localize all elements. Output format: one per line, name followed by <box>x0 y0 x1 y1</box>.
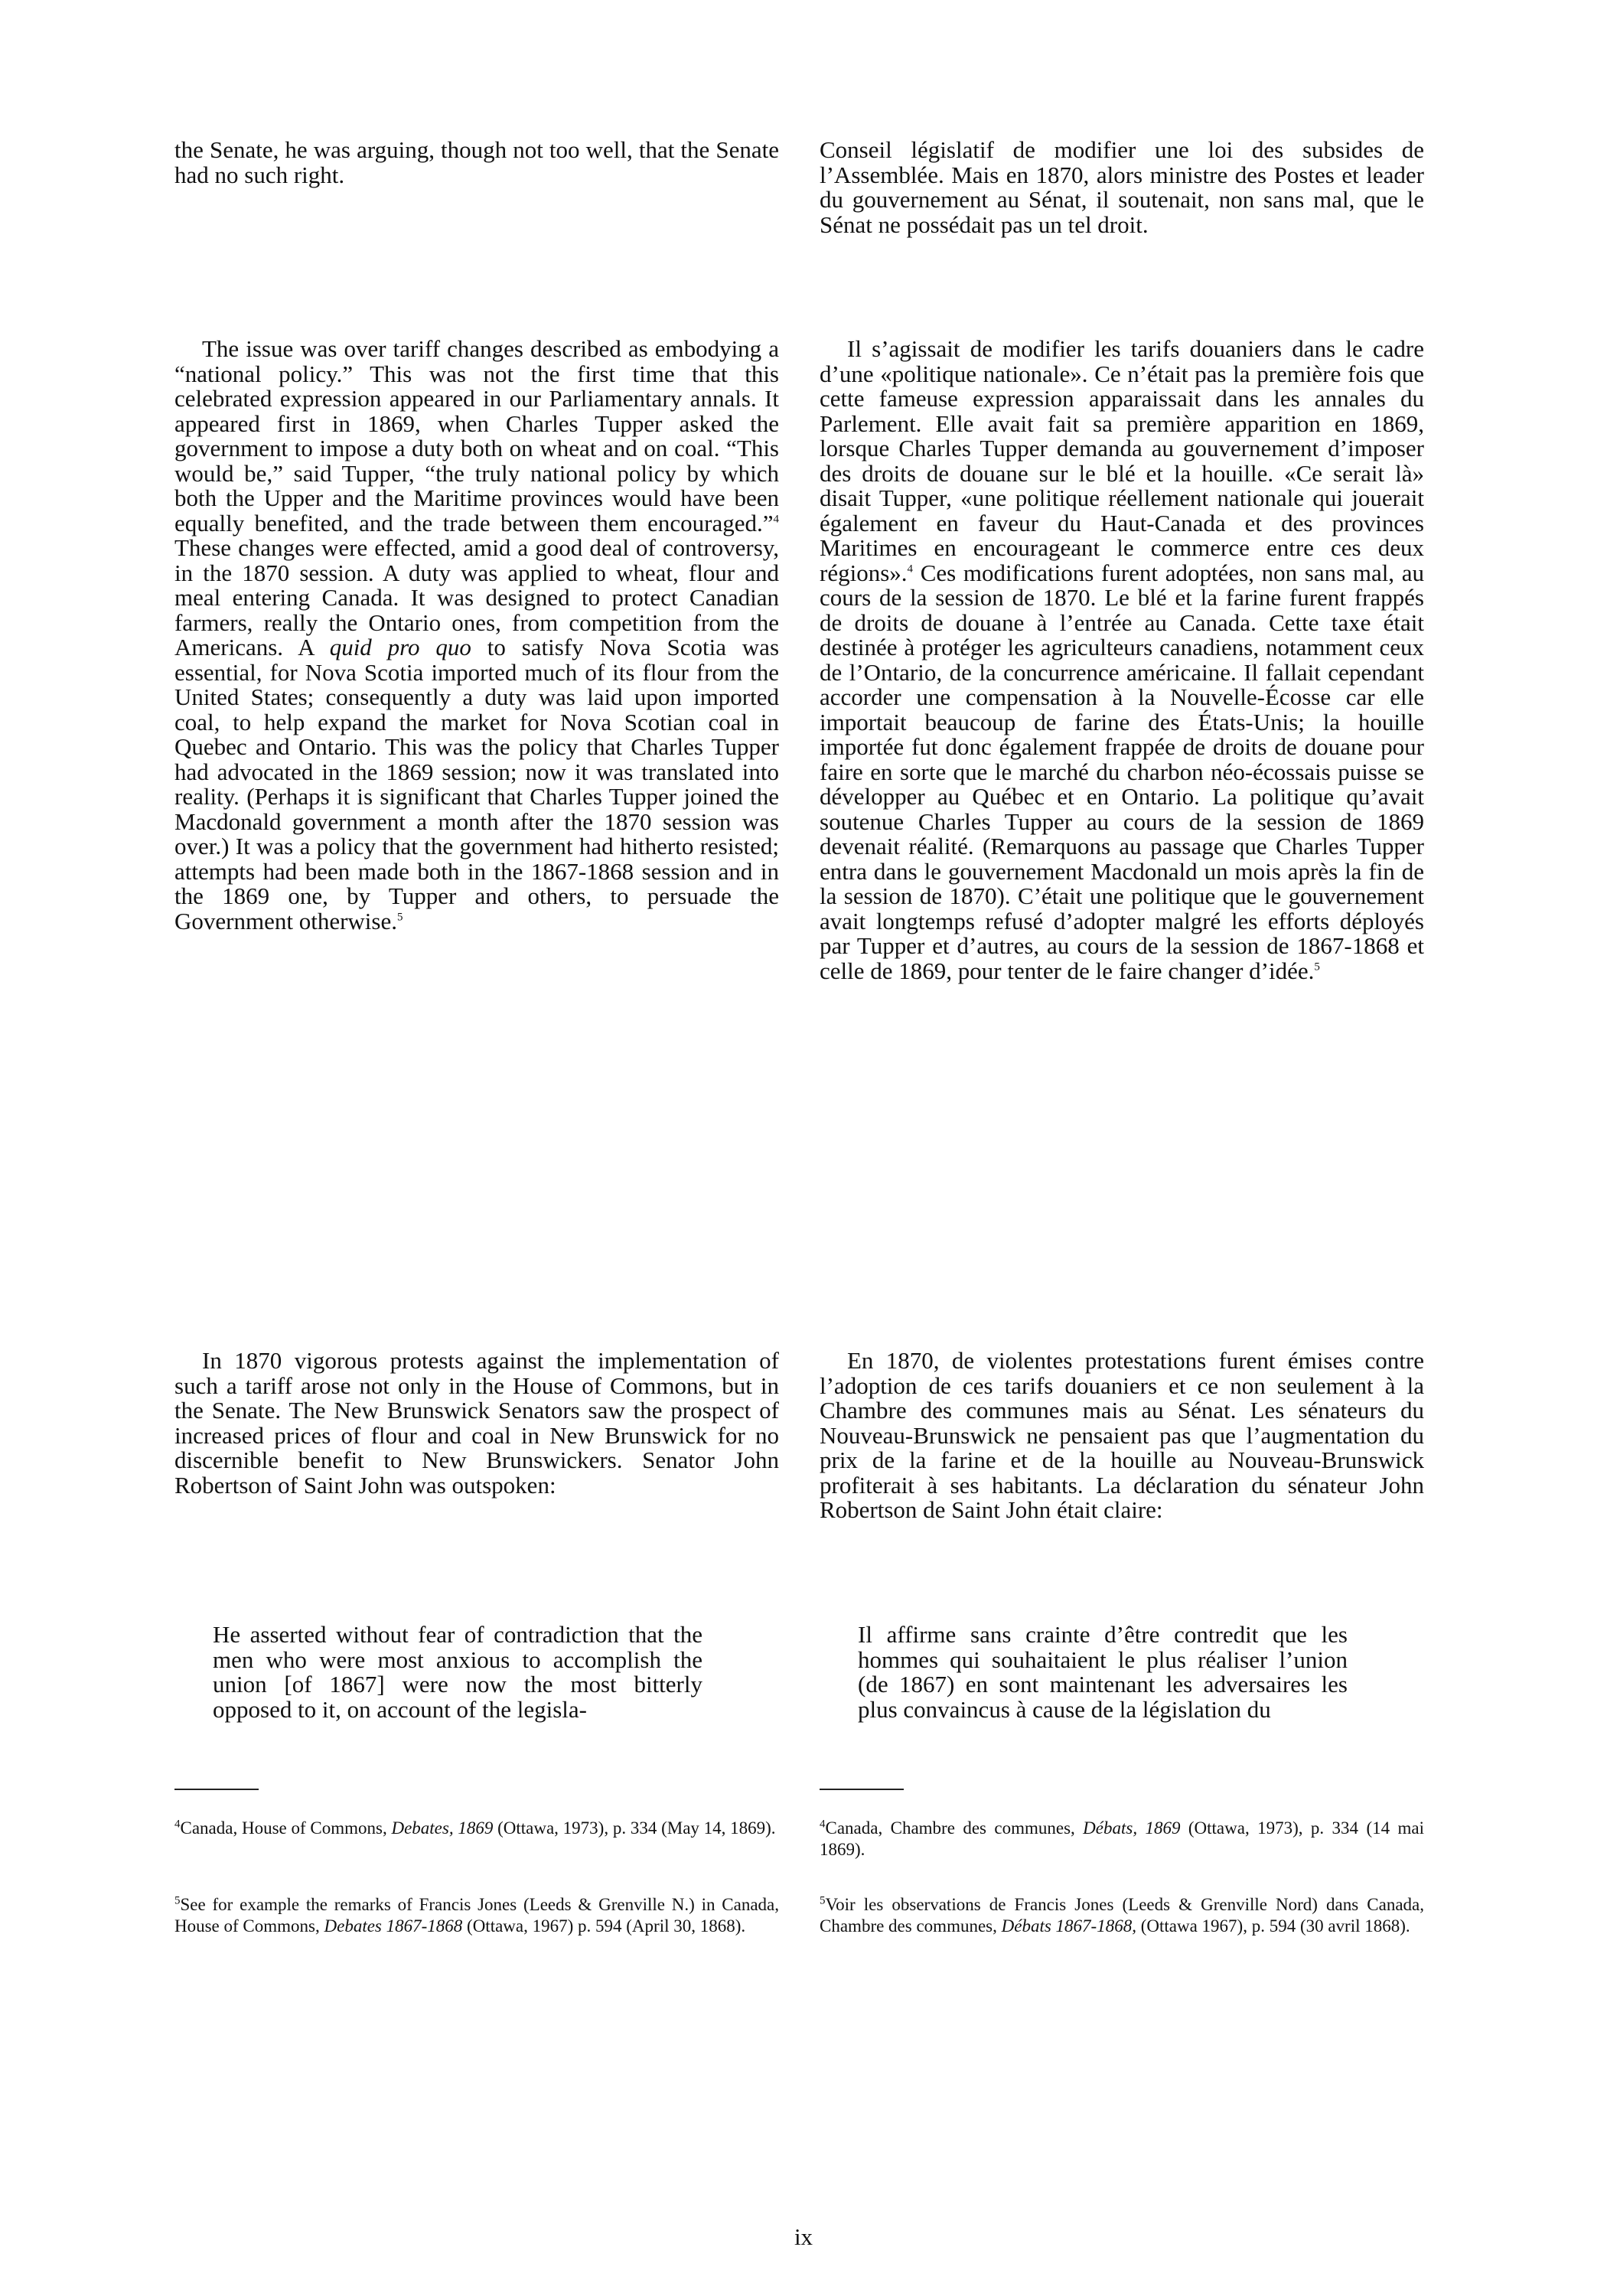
en-paragraph-top <box>174 138 779 188</box>
en-national-policy-text-a: The issue was over tariff changes described as embodying a “national policy.” This was not the first time that this celebrated expression appeared in our Parliamentary annals. It appeared first in 1869, when Charles Tupper asked the government to impose a duty both on wheat and on coal. “This would be,” said Tupper, “the truly national policy by which both the Upper and the Maritime provinces would have been equally benefited, and the trade between them encouraged.” <box>174 335 779 536</box>
fr-block-quote <box>858 1623 1348 1722</box>
en-paragraph-top-text: the Senate, he was arguing, though not too well, that the Senate had no such right. <box>174 136 779 188</box>
fr-paragraph-protests-text: En 1870, de violentes protestations furent émises contre l’adoption de ces tarifs douaniers et ce non seulement à la Chambre des communes mais au Sénat. Les sénateurs du Nouveau-Brunswick ne pensaient pas que l’augmentation du prix de la farine et de la houille au Nouveau-Brunswick profiterait à ses habitants. La déclaration du sénateur John Robertson de Saint John était claire: <box>820 1347 1424 1523</box>
en-block-quote-text: He asserted without fear of contradiction that the men who were most anxious to accomplish the union [of 1867] were now the most bitterly opposed to it, on account of the legisla- <box>213 1621 702 1723</box>
en-national-policy-text-b: These changes were effected, amid a good deal of controversy, in the 1870 session. A duty was applied to wheat, flour and meal entering Canada. It was designed to protect Canadian farmers, really the Ontario ones, from competition from the Americans. A <box>174 534 779 660</box>
fr-footnote-ref-4: 4 <box>907 563 914 576</box>
fr-footnote-5-number: 5 <box>820 1894 826 1907</box>
fr-national-policy-text-a: Il s’agissait de modifier les tarifs douaniers dans le cadre d’une «politique nationale». Ce n’était pas la première fois que cette fameuse expression apparaissait dans les annales du Parlement. Elle avait fait sa première apparition en 1869, lorsque Charles Tupper demanda au gouvernement d’imposer des droits de douane sur le blé et la houille. «Ce serait là» disait Tupper, «une politique réellement nationale qui jouerait également en faveur du Haut-Canada et des provinces Maritimes en encourageant le commerce entre ces deux régions». <box>820 335 1424 586</box>
en-footnote-4-number: 4 <box>174 1818 181 1831</box>
fr-national-policy-text-b: Ces modifications furent adoptées, non sans mal, au cours de la session de 1870. Le blé et la farine furent frappés de droits de douane à l’entrée au Canada. Cette taxe était destinée à protéger les agriculteurs canadiens, notamment ceux de l’Ontario, de la concurrence américaine. Il fallait cependant accorder une compensation à la Nouvelle-Écosse car elle importait beaucoup de farine des États-Unis; la houille importée fut donc également frappée de droits de douane pour faire en sorte que le marché du charbon néo-écossais puisse se développer au Québec et en Ontario. La politique qu’avait soutenue Charles Tupper au cours de la session de 1869 devenait réalité. (Remarquons au passage que Charles Tupper entra dans le gouvernement Macdonald un mois après la fin de la session de 1870). C’était une politique que le gouvernement avait longtemps refusé d’adopter malgré les efforts déployés par Tupper et d’autres, au cours de la session de 1867-1868 et celle de 1869, pour tenter de le faire changer d’idée. <box>820 559 1424 984</box>
page-number: ix <box>794 2223 813 2250</box>
en-national-policy-text-c: to satisfy Nova Scotia was essential, for Nova Scotia imported much of its flour from the United States; consequently a duty was laid upon imported coal, to help expand the market for Nova Scotian coal in Quebec and Ontario. This was the policy that Charles Tupper had advocated in the 1869 session; now it was translated into reality. (Perhaps it is significant that Charles Tupper joined the Macdonald government a month after the 1870 session was over.) It was a policy that the government had hitherto resisted; attempts had been made both in the 1867-1868 session and in the 1869 one, by Tupper and others, to persuade the Government otherwise. <box>174 634 780 934</box>
fr-footnote-5: $^5$Voir les observations de Francis Jones (Leeds & Grenville Nord) dans Canada, Chambre des communes, Débats 1867-1868, (Ottawa 1967), p. 594 (30 avril 1868). <box>820 1894 1424 1936</box>
en-footnote-4: $^4$Canada, House of Commons, Debates, 1869 (Ottawa, 1973), p. 334 (May 14, 1869). <box>174 1818 776 1838</box>
en-footnote-5: $^5$See for example the remarks of Francis Jones (Leeds & Grenville N.) in Canada, House of Commons, Debates 1867-1868 (Ottawa, 1967) p. 594 (April 30, 1868). <box>174 1894 779 1936</box>
fr-paragraph-protests <box>820 1349 1424 1523</box>
en-block-quote <box>213 1623 702 1722</box>
fr-footnote-rule <box>820 1789 904 1790</box>
fr-paragraph-national-policy <box>820 337 1424 983</box>
en-paragraph-national-policy <box>174 337 779 934</box>
en-footnote-rule <box>174 1789 259 1790</box>
en-footnote-ref-5: 5 <box>396 911 403 924</box>
fr-paragraph-top-text: Conseil législatif de modifier une loi des subsides de l’Assemblée. Mais en 1870, alors ministre des Postes et leader du gouvernement au Sénat, il soutenait, non sans mal, que le Sénat ne possédait pas un tel droit. <box>820 136 1424 238</box>
en-footnote-ref-4: 4 <box>773 513 779 526</box>
fr-footnote-4-number: 4 <box>820 1818 826 1831</box>
en-paragraph-protests <box>174 1349 779 1498</box>
en-footnote-5-number: 5 <box>174 1894 181 1907</box>
en-paragraph-protests-text: In 1870 vigorous protests against the implementation of such a tariff arose not only in the House of Commons, but in the Senate. The New Brunswick Senators saw the prospect of increased prices of flour and coal in New Brunswick for no discernible benefit to New Brunswickers. Senator John Robertson of Saint John was outspoken: <box>174 1347 779 1499</box>
en-national-policy-italic: quid pro quo <box>329 634 471 660</box>
fr-footnote-4: $^4$Canada, Chambre des communes, Débats, 1869 (Ottawa, 1973), p. 334 (14 mai 1869). <box>820 1818 1424 1859</box>
fr-paragraph-top <box>820 138 1424 237</box>
fr-block-quote-text: Il affirme sans crainte d’être contredit que les hommes qui souhaitaient le plus réaliser l’union (de 1867) en sont maintenant les adversaires les plus convaincus à cause de la législation du <box>858 1621 1348 1723</box>
fr-footnote-ref-5: 5 <box>1314 960 1320 974</box>
